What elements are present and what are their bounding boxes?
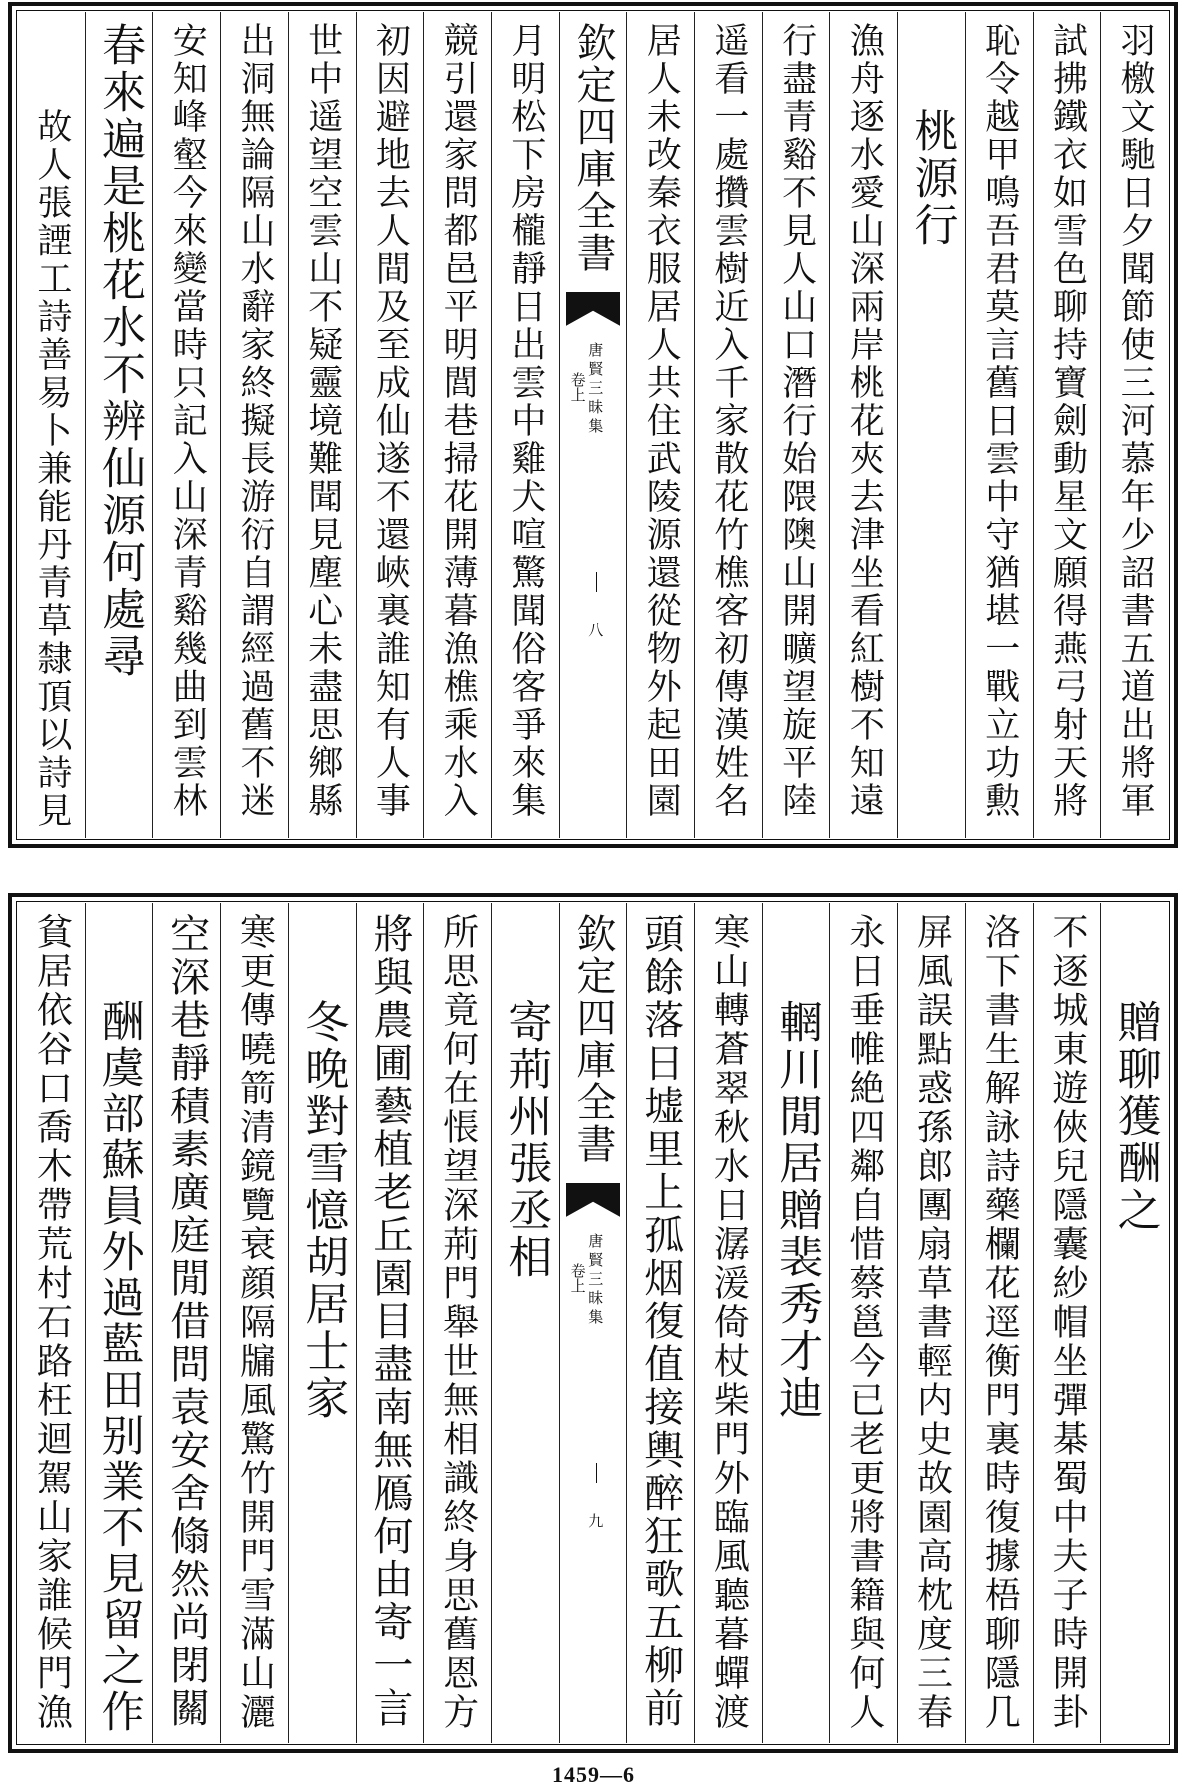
page-footer-number: 1459—6 <box>552 1762 635 1787</box>
text-line: 屏風誤點惑孫郎團扇草書輕内史故園高枕度三春 <box>911 913 953 1732</box>
bottom-page-columns <box>18 903 1168 1743</box>
text-line: 頭餘落日墟里上孤烟復值接輿醉狂歌五柳前 <box>637 913 684 1730</box>
text-line: 寒更傳曉箭清鏡覽衰顔隔牖風驚竹開門雪滿山灑 <box>234 913 276 1732</box>
fish-tail-mark <box>566 292 621 326</box>
text-column <box>1033 12 1101 838</box>
bottom-center-margin <box>559 903 627 1743</box>
text-column <box>762 12 830 838</box>
text-column <box>626 12 694 838</box>
margin-title: 欽定四庫全書 <box>570 913 617 1165</box>
title-column <box>1100 903 1168 1743</box>
text-line: 月明松下房櫳靜日出雲中雞犬喧驚聞俗客爭來集 <box>505 22 546 820</box>
text-line: 試拂鐵衣如雪色聊持寶劍動星文願得燕弓射天將 <box>1047 22 1088 820</box>
title-column <box>288 903 356 1743</box>
text-line: 世中遥望空雲山不疑靈境難聞見塵心未盡思鄉縣 <box>302 22 343 820</box>
top-page-columns <box>18 12 1168 838</box>
text-line: 競引還家問都邑平明閭巷掃花開薄暮漁樵乘水入 <box>438 22 479 820</box>
text-line: 不逐城東遊俠兒隱囊紗帽坐彈棊蜀中夫子時開卦 <box>1046 913 1088 1732</box>
text-column <box>491 12 559 838</box>
text-column <box>829 12 897 838</box>
text-line: 出洞無論隔山水辭家終擬長游衍自謂經過舊不迷 <box>235 22 275 820</box>
title-column <box>762 903 830 1743</box>
text-column <box>356 903 424 1743</box>
title-column <box>85 903 153 1743</box>
text-line: 所思竟何在悵望深荊門舉世無相識終身思舊恩方 <box>437 913 479 1732</box>
text-line: 遥看一處攢雲樹近入千家散花竹樵客初傳漢姓名 <box>708 22 749 820</box>
margin-page-number: 九 <box>586 1513 605 1528</box>
text-column <box>356 12 424 838</box>
text-line: 貧居依谷口喬木帶荒村石路枉迴駕山家誰候門漁 <box>31 913 73 1732</box>
text-line: 安知峰壑今來變當時只記入山深青谿幾曲到雲林 <box>167 22 208 820</box>
text-line: 春來遍是桃花水不辨仙源何處尋 <box>94 22 146 680</box>
poem-title: 桃源行 <box>906 108 958 249</box>
text-line: 寒山轉蒼翠秋水日潺湲倚杖柴門外臨風聽暮蟬渡 <box>708 913 750 1732</box>
text-line: 漁舟逐水愛山深兩岸桃花夾去津坐看紅樹不知遠 <box>844 22 885 820</box>
text-line: 初因避地去人間及至成仙遂不還峽裏誰知有人事 <box>370 22 411 820</box>
text-line: 洛下書生解詠詩藥欄花逕衡門裏時復據梧聊隱几 <box>979 913 1021 1732</box>
text-column <box>1100 12 1168 838</box>
text-line: 恥令越甲鳴吾君莫言舊日雲中守猶堪一戰立功勲 <box>979 22 1020 820</box>
text-column <box>965 903 1033 1743</box>
text-column <box>626 903 694 1743</box>
fish-tail-mark <box>566 1183 621 1217</box>
text-column <box>220 903 288 1743</box>
margin-tick <box>596 1463 598 1483</box>
title-column <box>18 12 85 838</box>
text-line: 羽檄文馳日夕聞節使三河慕年少詔書五道出將軍 <box>1115 22 1156 820</box>
poem-title: 冬晚對雪憶胡居士家 <box>297 999 349 1422</box>
poem-title: 故人張諲工詩善易卜兼能丹青草隸頂以詩見 <box>31 108 72 830</box>
top-page-frame <box>8 2 1178 848</box>
text-column <box>423 903 491 1743</box>
margin-juan: 卷上 <box>568 372 587 402</box>
text-column <box>18 903 85 1743</box>
bottom-page-frame <box>8 893 1178 1753</box>
poem-title: 酬虞部蘇員外過藍田别業不見留之作 <box>94 999 145 1735</box>
margin-page-number: 八 <box>586 622 605 637</box>
poem-title: 輞川閒居贈裴秀才迪 <box>771 999 823 1422</box>
text-column <box>152 903 220 1743</box>
text-line: 空深巷靜積素廣庭閒借問袁安舍翛然尚閉關 <box>163 913 210 1730</box>
text-line: 行盡青谿不見人山口潛行始隈隩山開曠望旋平陸 <box>776 22 817 820</box>
text-column <box>152 12 220 838</box>
top-center-margin <box>559 12 627 838</box>
text-column <box>897 903 965 1743</box>
title-column <box>491 903 559 1743</box>
text-line: 永日垂帷絶四鄰自惜蔡邕今已老更將書籍與何人 <box>843 913 885 1732</box>
margin-juan: 卷上 <box>568 1263 587 1293</box>
text-line: 居人未改秦衣服居人共住武陵源還從物外起田園 <box>641 22 682 820</box>
text-column <box>829 903 897 1743</box>
margin-title: 欽定四庫全書 <box>570 22 617 274</box>
text-column <box>220 12 288 838</box>
text-column <box>694 903 762 1743</box>
text-column <box>85 12 153 838</box>
poem-title: 寄荊州張丞相 <box>500 999 552 1281</box>
text-column <box>423 12 491 838</box>
margin-tick <box>596 572 598 592</box>
text-line: 將與農圃藝植老丘園目盡南無鴈何由寄一言 <box>366 913 413 1730</box>
margin-book-title: 唐賢三昧集 <box>586 1233 605 1328</box>
text-column <box>694 12 762 838</box>
margin-book-title: 唐賢三昧集 <box>586 342 605 437</box>
title-column <box>897 12 965 838</box>
text-column <box>1033 903 1101 1743</box>
text-column <box>965 12 1033 838</box>
text-column <box>288 12 356 838</box>
poem-title: 贈聊獲酬之 <box>1109 999 1161 1234</box>
